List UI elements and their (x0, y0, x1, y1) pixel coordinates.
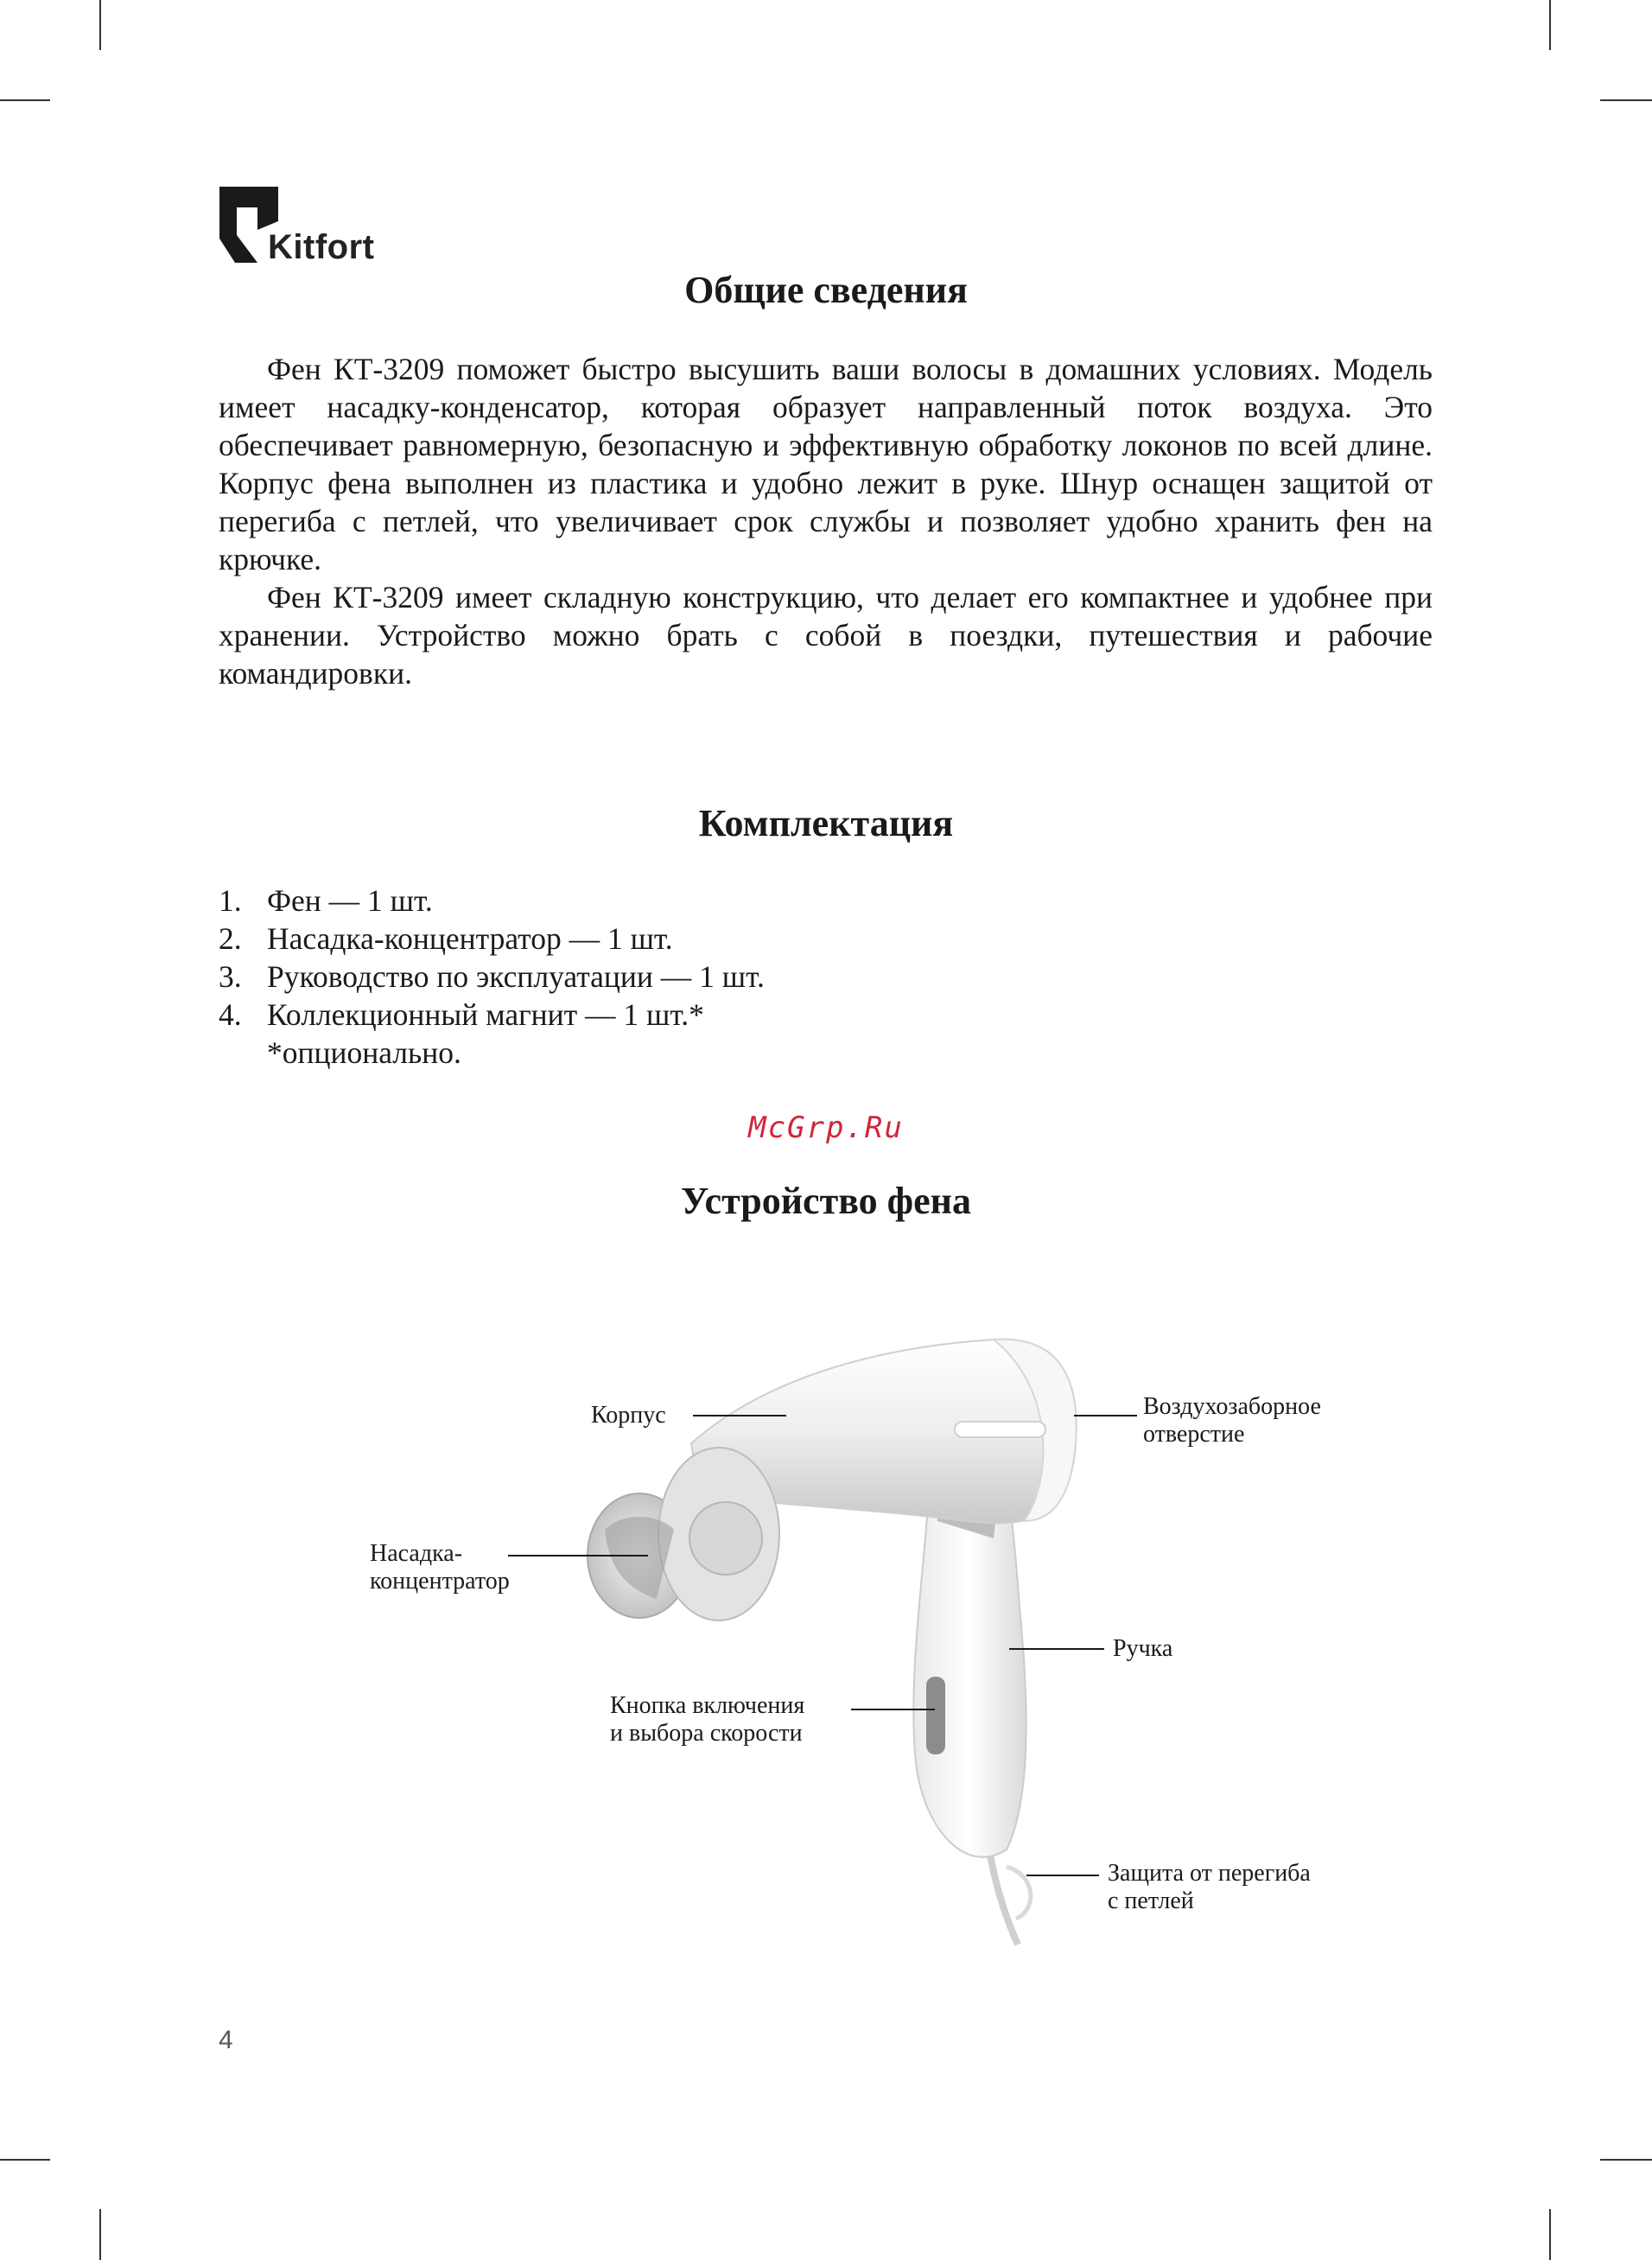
general-info-title: Общие сведения (684, 269, 968, 311)
list-item: 3. Руководство по эксплуатации — 1 шт. (219, 959, 765, 994)
label-air-intake: Воздухозаборное отверстие (1143, 1393, 1321, 1448)
crop-mark-bottom-left-h (0, 2159, 50, 2161)
package-title: Комплектация (698, 802, 954, 844)
general-info-text (219, 350, 1433, 692)
brand-name: Kitfort (268, 228, 375, 266)
crop-mark-top-right-h (1600, 99, 1652, 101)
watermark-link[interactable]: McGrp.Ru (748, 1111, 904, 1145)
crop-mark-bottom-left-v (99, 2209, 101, 2260)
general-paragraph: Фен КТ-3209 имеет складную конструкцию, что делает его компактнее и удобнее при хранении. Устройство можно брать с собой в поездки, путешествия и рабочие командировки. (219, 580, 1433, 691)
crop-mark-top-left-h (0, 99, 50, 101)
crop-mark-top-left-v (99, 0, 101, 50)
air-intake-shape (955, 1422, 1045, 1437)
hair-dryer-diagram (0, 1314, 1652, 1970)
package-footnote: *опционально. (267, 1035, 461, 1070)
list-item: 4. Коллекционный магнит — 1 шт.* (219, 997, 704, 1032)
device-title: Устройство фена (681, 1180, 971, 1222)
list-item: 1. Фен — 1 шт. (219, 883, 433, 918)
label-nozzle: Насадка- концентратор (370, 1540, 510, 1595)
label-handle: Ручка (1113, 1635, 1173, 1662)
page-number: 4 (219, 2026, 233, 2054)
hair-dryer-illustration (0, 1314, 1652, 1970)
label-power-button: Кнопка включения и выбора скорости (610, 1692, 805, 1747)
general-paragraph: Фен КТ-3209 поможет быстро высушить ваши волосы в домашних условиях. Модель имеет насадку-конденсатор, которая образует направленный поток воздуха. Это обеспечивает равномерную, безопасную и эффективную обработку локонов по всей длине. Корпус фена выполнен из пластика и удобно лежит в руке. Шнур оснащен защитой от перегиба с петлей, что увеличивает срок службы и позволяет удобно хранить фен на крючке. (219, 352, 1433, 576)
power-button-shape (926, 1677, 945, 1754)
crop-mark-top-right-v (1549, 0, 1551, 50)
crop-mark-bottom-right-h (1600, 2159, 1652, 2161)
package-list (219, 882, 1255, 1072)
list-item: 2. Насадка-концентратор — 1 шт. (219, 921, 673, 956)
label-cord-protection: Защита от перегиба с петлей (1108, 1860, 1311, 1914)
label-body: Корпус (591, 1402, 666, 1429)
crop-mark-bottom-right-v (1549, 2209, 1551, 2260)
